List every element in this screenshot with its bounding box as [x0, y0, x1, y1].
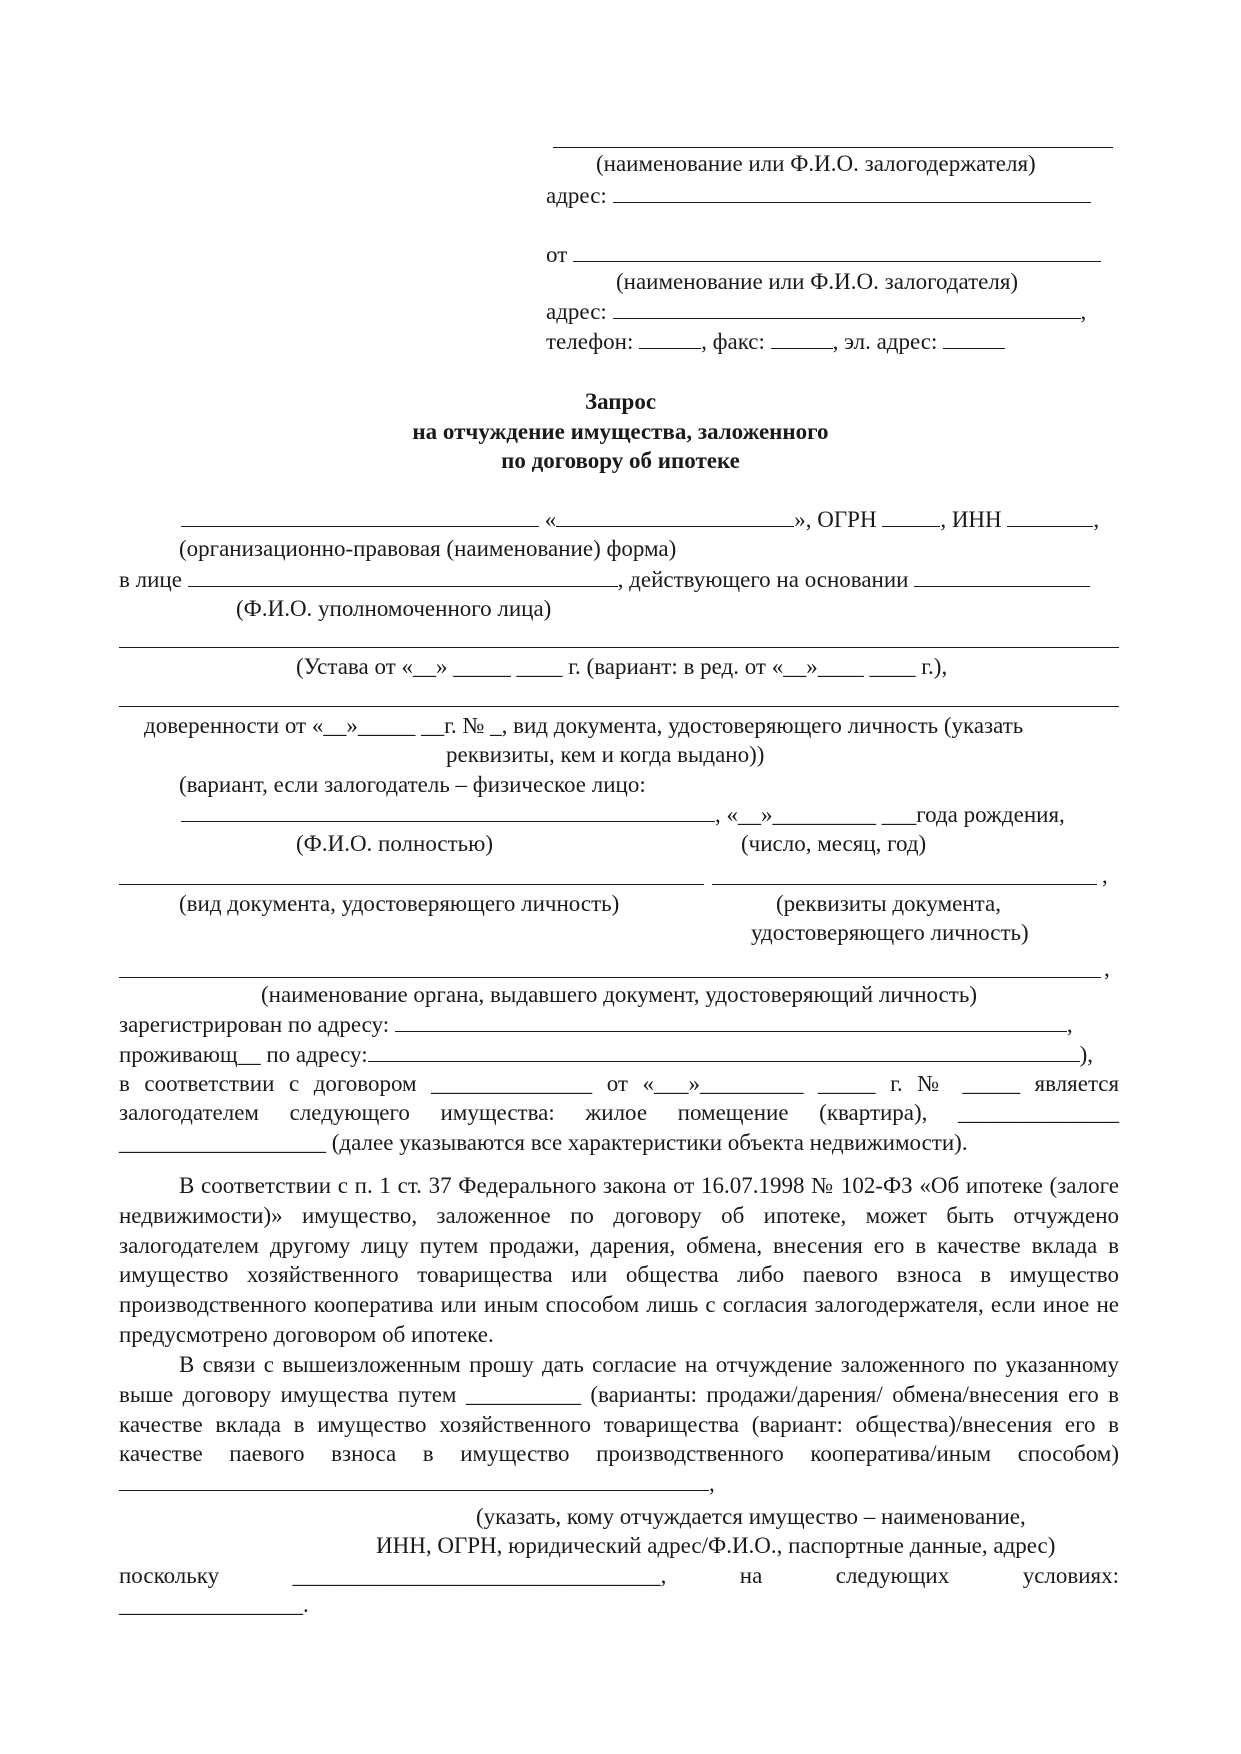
full-name-caption: (Ф.И.О. полностью)	[296, 831, 494, 856]
id-doc-req-caption: (реквизиты документа,	[776, 891, 1001, 916]
inn-label: , ИНН	[940, 507, 1002, 532]
contact-row	[546, 328, 1005, 356]
pledgor-property-line: залогодателем следующего имущества: жилое помещение (квартира), ______________	[119, 1100, 1120, 1125]
in-person-row	[119, 566, 1090, 594]
org-form-field[interactable]	[181, 506, 539, 527]
pledgee-name-line[interactable]	[553, 147, 1113, 148]
org-quote-open: «	[544, 507, 557, 532]
recipient-field[interactable]	[119, 1470, 709, 1491]
final-blank[interactable]: ________________.	[119, 1592, 309, 1617]
law-paragraph: В соответствии с п. 1 ст. 37 Федерального закона от 16.07.1998 № 102-ФЗ «Об ипотеке (залоге недвижимости)» имущество, заложенное по договору об ипотеке, может быть отчуждено залогодателем другому лицу путем продажи, дарения, обмена, внесения его в качестве вклада в имущество хозяйственного товарищества или общества либо паевого взноса в имущество производственного кооператива или иным способом лишь с согласия залогодержателя, если иное не предусмотрено договором об ипотеке.	[119, 1173, 1119, 1347]
pledgor-caption: (наименование или Ф.И.О. залогодателя)	[616, 269, 1019, 294]
power-of-attorney-line: доверенности от «__»_____ __г. № _, вид документа, удостоверяющего личность (указать	[144, 713, 1024, 738]
birth-date-text: , «__»_________ ___года рождения,	[715, 802, 1065, 827]
acting-basis-label: , действующего на основании	[617, 567, 909, 592]
requisites-line: реквизиты, кем и когда выдано))	[446, 742, 765, 767]
full-name-field[interactable]	[181, 801, 715, 822]
inn-field[interactable]	[1007, 506, 1093, 527]
recipient-caption: (указать, кому отчуждается имущество – наименование,	[476, 1504, 1026, 1529]
ogrn-field[interactable]	[882, 506, 940, 527]
registered-label: зарегистрирован по адресу:	[119, 1012, 390, 1037]
id-doc-req-caption-2: удостоверяющего личность)	[751, 920, 1029, 945]
authorized-caption: (Ф.И.О. уполномоченного лица)	[236, 596, 552, 621]
org-line: « », ОГРН , ИНН ,	[181, 506, 1099, 534]
registered-row: зарегистрирован по адресу: ,	[119, 1012, 1073, 1037]
contract-line: в соответствии с договором ______________ от «___»_________ _____ г. № _____ является	[119, 1071, 1120, 1096]
document-title: Запрос	[584, 389, 657, 414]
pledgee-caption: (наименование или Ф.И.О. залогодержателя)	[596, 151, 1036, 176]
email-label: , эл. адрес:	[832, 329, 938, 354]
document-title-line3: по договору об ипотеке	[501, 448, 740, 473]
residing-address-field[interactable]	[368, 1041, 1080, 1062]
issuing-authority-line[interactable]	[119, 977, 1101, 978]
request-text: В связи с вышеизложенным прошу дать согласие на отчуждение заложенного по указанному выше договору имущества путем __________ (варианты: продажи/дарения/ обмена/внесения его в качестве вклада в имущество хозяйственного товарищества (вариант: общества)/внесения его в качестве паевого взноса в имущество производственного кооператива/иным способом)	[119, 1352, 1119, 1467]
org-form-caption: (организационно-правовая (наименование) форма)	[179, 536, 677, 561]
residing-label: проживающ__ по адресу:	[119, 1042, 368, 1067]
recipient-caption-2: ИНН, ОГРН, юридический адрес/Ф.И.О., паспортные данные, адрес)	[376, 1533, 1056, 1558]
pledgor-address-field[interactable]	[613, 298, 1081, 319]
issuing-authority-caption: (наименование органа, выдавшего документ, удостоверяющий личность)	[261, 982, 978, 1007]
authorized-person-field[interactable]	[188, 566, 618, 587]
because-line: поскольку ________________________________, на следующих условиях:	[119, 1563, 1120, 1588]
request-paragraph: В связи с вышеизложенным прошу дать согласие на отчуждение заложенного по указанному выше договору имущества путем __________ (варианты: продажи/дарения/ обмена/внесения его в качестве вклада в имущество хозяйственного товарищества (вариант: общества)/внесения его в качестве паевого взноса в имущество производственного кооператива/иным способом) ,	[119, 1352, 1119, 1497]
pledgor-address-row: адрес: ,	[546, 299, 1087, 324]
basis-line-2[interactable]	[119, 706, 1119, 707]
from-label: от	[546, 242, 568, 267]
registered-address-field[interactable]	[395, 1011, 1067, 1032]
in-person-label: в лице	[119, 567, 182, 592]
basis-field[interactable]	[914, 566, 1090, 587]
pledgor-address-label: адрес:	[546, 299, 607, 324]
date-caption: (число, месяц, год)	[741, 831, 927, 856]
pledgee-address-field[interactable]	[613, 182, 1091, 203]
basis-line-1[interactable]	[119, 647, 1119, 648]
ogrn-label: », ОГРН	[794, 507, 877, 532]
birth-row	[181, 801, 1065, 829]
id-doc-type-line[interactable]	[119, 884, 704, 885]
residing-row: проживающ__ по адресу: ),	[119, 1042, 1094, 1067]
pledgor-name-field[interactable]	[573, 241, 1101, 262]
property-details-line: __________________ (далее указываются все характеристики объекта недвижимости).	[119, 1130, 968, 1155]
id-doc-comma: ,	[1102, 863, 1108, 888]
charter-line: (Устава от «__» _____ ____ г. (вариант: в ред. от «__»____ ____ г.),	[296, 654, 948, 679]
issuing-comma: ,	[1104, 956, 1110, 981]
id-doc-req-line[interactable]	[712, 884, 1097, 885]
phone-field[interactable]	[639, 328, 701, 349]
phone-label: телефон:	[546, 329, 634, 354]
pledgee-address-row	[546, 182, 1091, 210]
id-doc-type-caption: (вид документа, удостоверяющего личность)	[179, 891, 620, 916]
fax-field[interactable]	[771, 328, 833, 349]
pledgee-address-label: адрес:	[546, 183, 607, 208]
org-name-field[interactable]	[556, 506, 794, 527]
document-title-line2: на отчуждение имущества, заложенного	[412, 419, 829, 444]
email-field[interactable]	[943, 328, 1005, 349]
variant-individual: (вариант, если залогодатель – физическое лицо:	[179, 772, 646, 797]
fax-label: , факс:	[701, 329, 765, 354]
pledgor-from-row	[546, 241, 1101, 269]
